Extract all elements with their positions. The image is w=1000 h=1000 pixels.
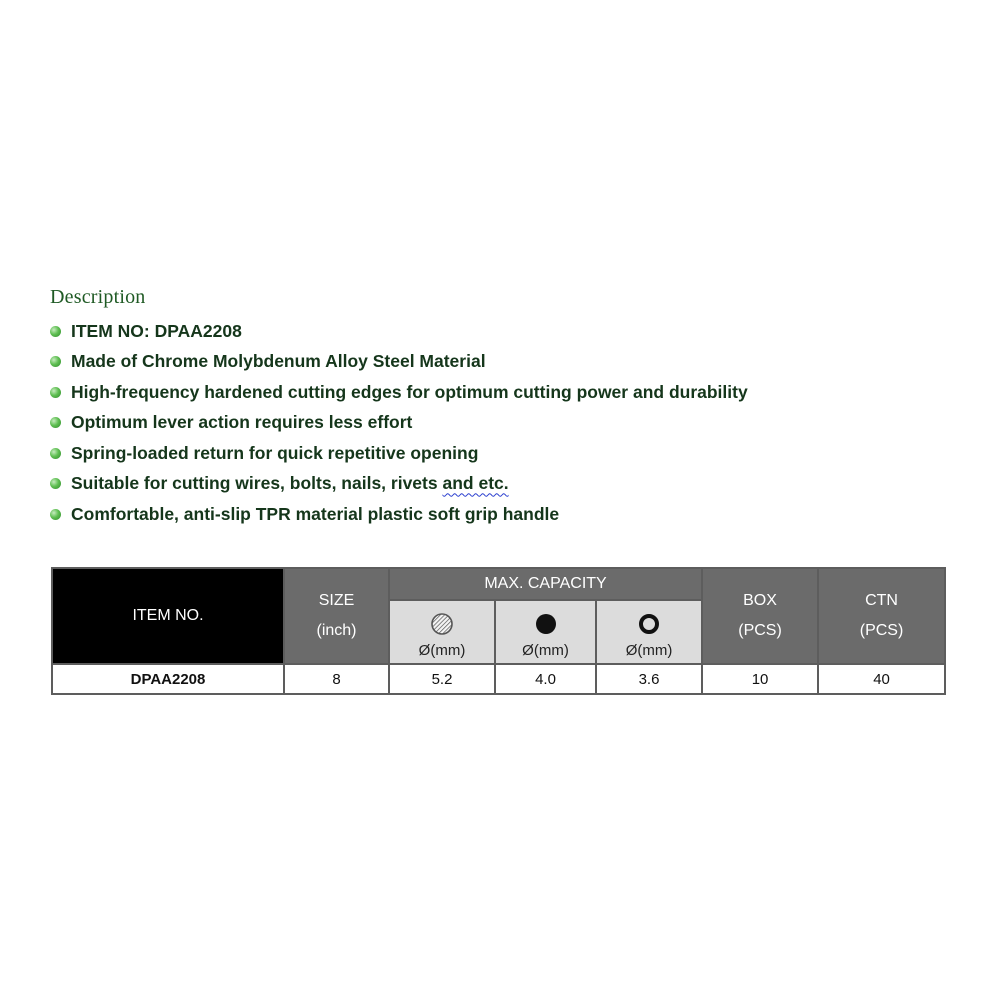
feature-item <box>50 438 748 469</box>
feature-item <box>50 377 748 408</box>
feature-item <box>50 499 748 530</box>
header-size <box>284 568 389 664</box>
cell-ctn: 40 <box>818 664 945 694</box>
green-bullet-icon <box>50 478 61 489</box>
description-title: Description <box>50 286 146 308</box>
cell-item-no: DPAA2208 <box>52 664 284 694</box>
header-capacity-solid-wire <box>495 600 596 664</box>
header-capacity-unit: Ø(mm) <box>418 641 466 659</box>
feature-text: Suitable for cutting wires, bolts, nails, rivets <box>71 473 438 494</box>
header-box-unit: (PCS) <box>738 622 782 639</box>
cell-box: 10 <box>702 664 818 694</box>
feature-text: ITEM NO: DPAA2208 <box>71 320 242 341</box>
feature-text: Comfortable, anti-slip TPR material plastic soft grip handle <box>71 503 560 524</box>
hatched-circle-icon <box>430 612 454 636</box>
feature-text: High-frequency hardened cutting edges for optimum cutting power and durability <box>71 381 748 402</box>
header-capacity-unit: Ø(mm) <box>522 641 569 659</box>
header-capacity-unit: Ø(mm) <box>625 641 673 659</box>
green-bullet-icon <box>50 417 61 428</box>
header-ctn-unit: (PCS) <box>859 622 904 639</box>
green-bullet-icon <box>50 387 61 398</box>
feature-item <box>50 316 748 347</box>
header-capacity-hard-wire <box>389 600 495 664</box>
feature-text: Spring-loaded return for quick repetitive opening <box>71 442 479 463</box>
header-max-capacity: MAX. CAPACITY <box>389 568 702 600</box>
cell-capacity-1: 5.2 <box>389 664 495 694</box>
header-ctn <box>818 568 945 664</box>
spec-table <box>51 567 946 695</box>
feature-item <box>50 347 748 378</box>
header-size-label: SIZE <box>318 592 355 609</box>
feature-item <box>50 408 748 439</box>
green-bullet-icon <box>50 356 61 367</box>
header-item-no: ITEM NO. <box>52 568 284 664</box>
cell-capacity-2: 4.0 <box>495 664 596 694</box>
header-capacity-tube <box>596 600 702 664</box>
feature-list <box>50 316 748 530</box>
solid-circle-icon <box>534 612 558 636</box>
feature-text: Optimum lever action requires less effort <box>71 412 413 433</box>
header-size-unit: (inch) <box>316 622 357 639</box>
feature-text-underlined: and etc. <box>442 473 509 494</box>
cell-size: 8 <box>284 664 389 694</box>
green-bullet-icon <box>50 509 61 520</box>
feature-item <box>50 469 748 500</box>
header-box <box>702 568 818 664</box>
cell-capacity-3: 3.6 <box>596 664 702 694</box>
feature-text: Made of Chrome Molybdenum Alloy Steel Material <box>71 351 486 372</box>
header-ctn-label: CTN <box>865 592 898 609</box>
header-box-label: BOX <box>743 592 777 609</box>
table-row <box>52 664 945 694</box>
green-bullet-icon <box>50 326 61 337</box>
ring-icon <box>637 612 661 636</box>
green-bullet-icon <box>50 448 61 459</box>
